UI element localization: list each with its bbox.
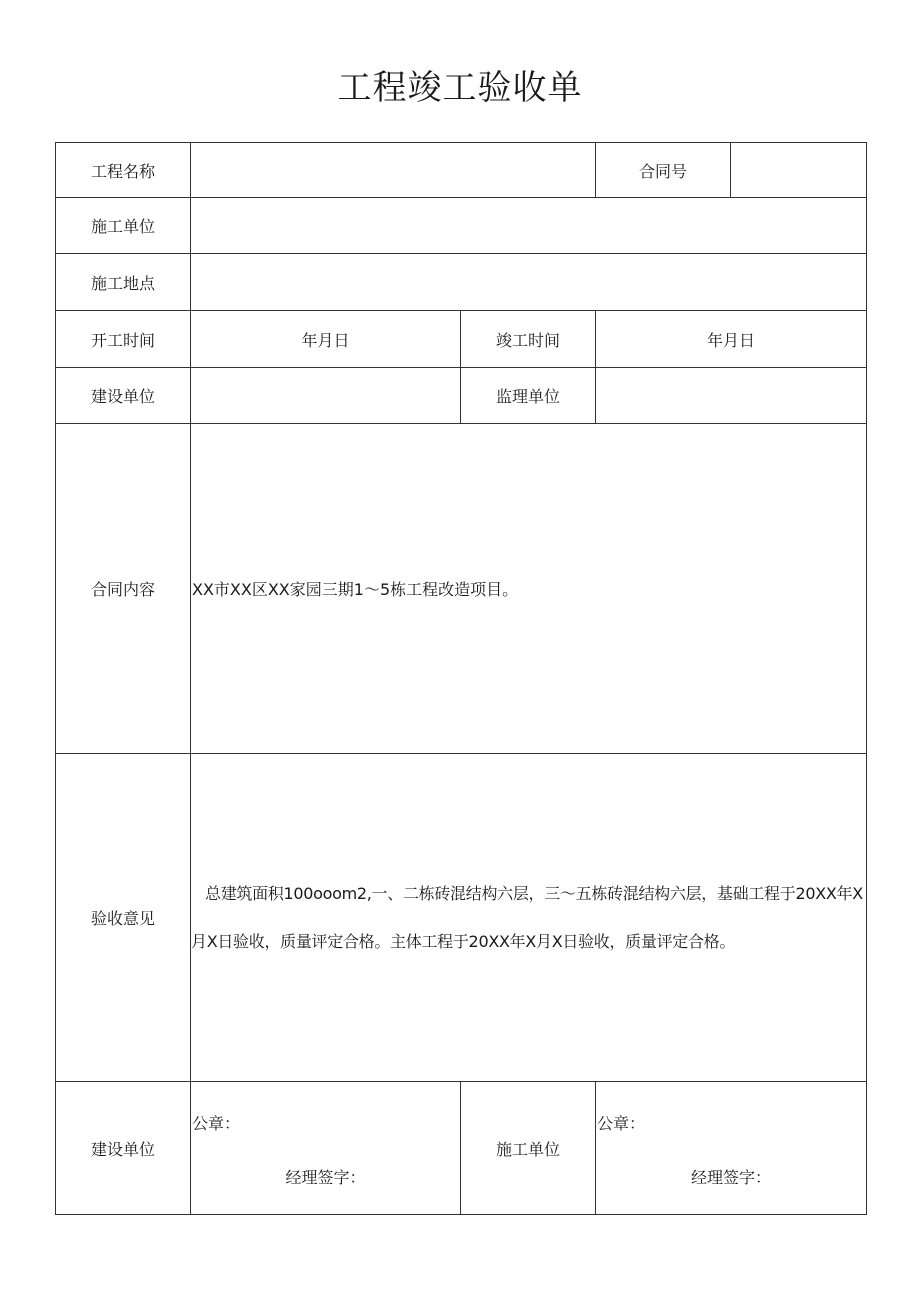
- row-contract-content: [56, 424, 867, 754]
- row-construction-unit: [56, 198, 867, 254]
- contractor-sign-label: 施工单位: [461, 1082, 596, 1215]
- supervision-unit-label: 监理单位: [461, 368, 596, 424]
- construction-unit-value[interactable]: [191, 198, 867, 254]
- start-time-label: 开工时间: [56, 311, 191, 368]
- contract-content-label: 合同内容: [56, 424, 191, 754]
- document-title: 工程竣工验收单: [337, 68, 583, 108]
- contract-content-cell[interactable]: [191, 424, 867, 754]
- completion-time-label: 竣工时间: [461, 311, 596, 368]
- owner-sign-cell[interactable]: [191, 1082, 461, 1215]
- acceptance-opinion-label: 验收意见: [56, 754, 191, 1082]
- completion-time-value[interactable]: 年月日: [596, 311, 867, 368]
- contractor-seal-label: 公章：: [597, 1114, 646, 1133]
- owner-unit-label: 建设单位: [56, 368, 191, 424]
- owner-seal-label: 公章：: [192, 1114, 241, 1133]
- acceptance-form-table: [55, 142, 867, 1215]
- project-name-label: 工程名称: [56, 143, 191, 198]
- row-construction-site: [56, 254, 867, 311]
- owner-unit-value[interactable]: [191, 368, 461, 424]
- row-units: [56, 368, 867, 424]
- row-signatures: [56, 1082, 867, 1215]
- project-name-value[interactable]: [191, 143, 596, 198]
- construction-site-label: 施工地点: [56, 254, 191, 311]
- construction-unit-label: 施工单位: [56, 198, 191, 254]
- contractor-sign-cell[interactable]: [596, 1082, 867, 1215]
- row-acceptance-opinion: [56, 754, 867, 1082]
- start-time-value[interactable]: 年月日: [191, 311, 461, 368]
- contract-no-value[interactable]: [731, 143, 867, 198]
- row-project-name: [56, 143, 867, 198]
- contract-content-text: XX市XX区XX家园三期1〜5栋工程改造项目。: [192, 580, 519, 599]
- owner-manager-sign-label: 经理签字：: [285, 1168, 366, 1187]
- construction-site-value[interactable]: [191, 254, 867, 311]
- contractor-manager-sign-label: 经理签字：: [690, 1168, 771, 1187]
- acceptance-opinion-text: 总建筑面积100ooom2,一、二栋砖混结构六层，三〜五栋砖混结构六层，基础工程于20XX年X月X日验收，质量评定合格。主体工程于20XX年X月X日验收，质量评定合格。: [191, 883, 863, 951]
- contract-no-label: 合同号: [596, 143, 731, 198]
- acceptance-opinion-cell[interactable]: [191, 754, 867, 1082]
- owner-sign-label: 建设单位: [56, 1082, 191, 1215]
- row-dates: [56, 311, 867, 368]
- supervision-unit-value[interactable]: [596, 368, 867, 424]
